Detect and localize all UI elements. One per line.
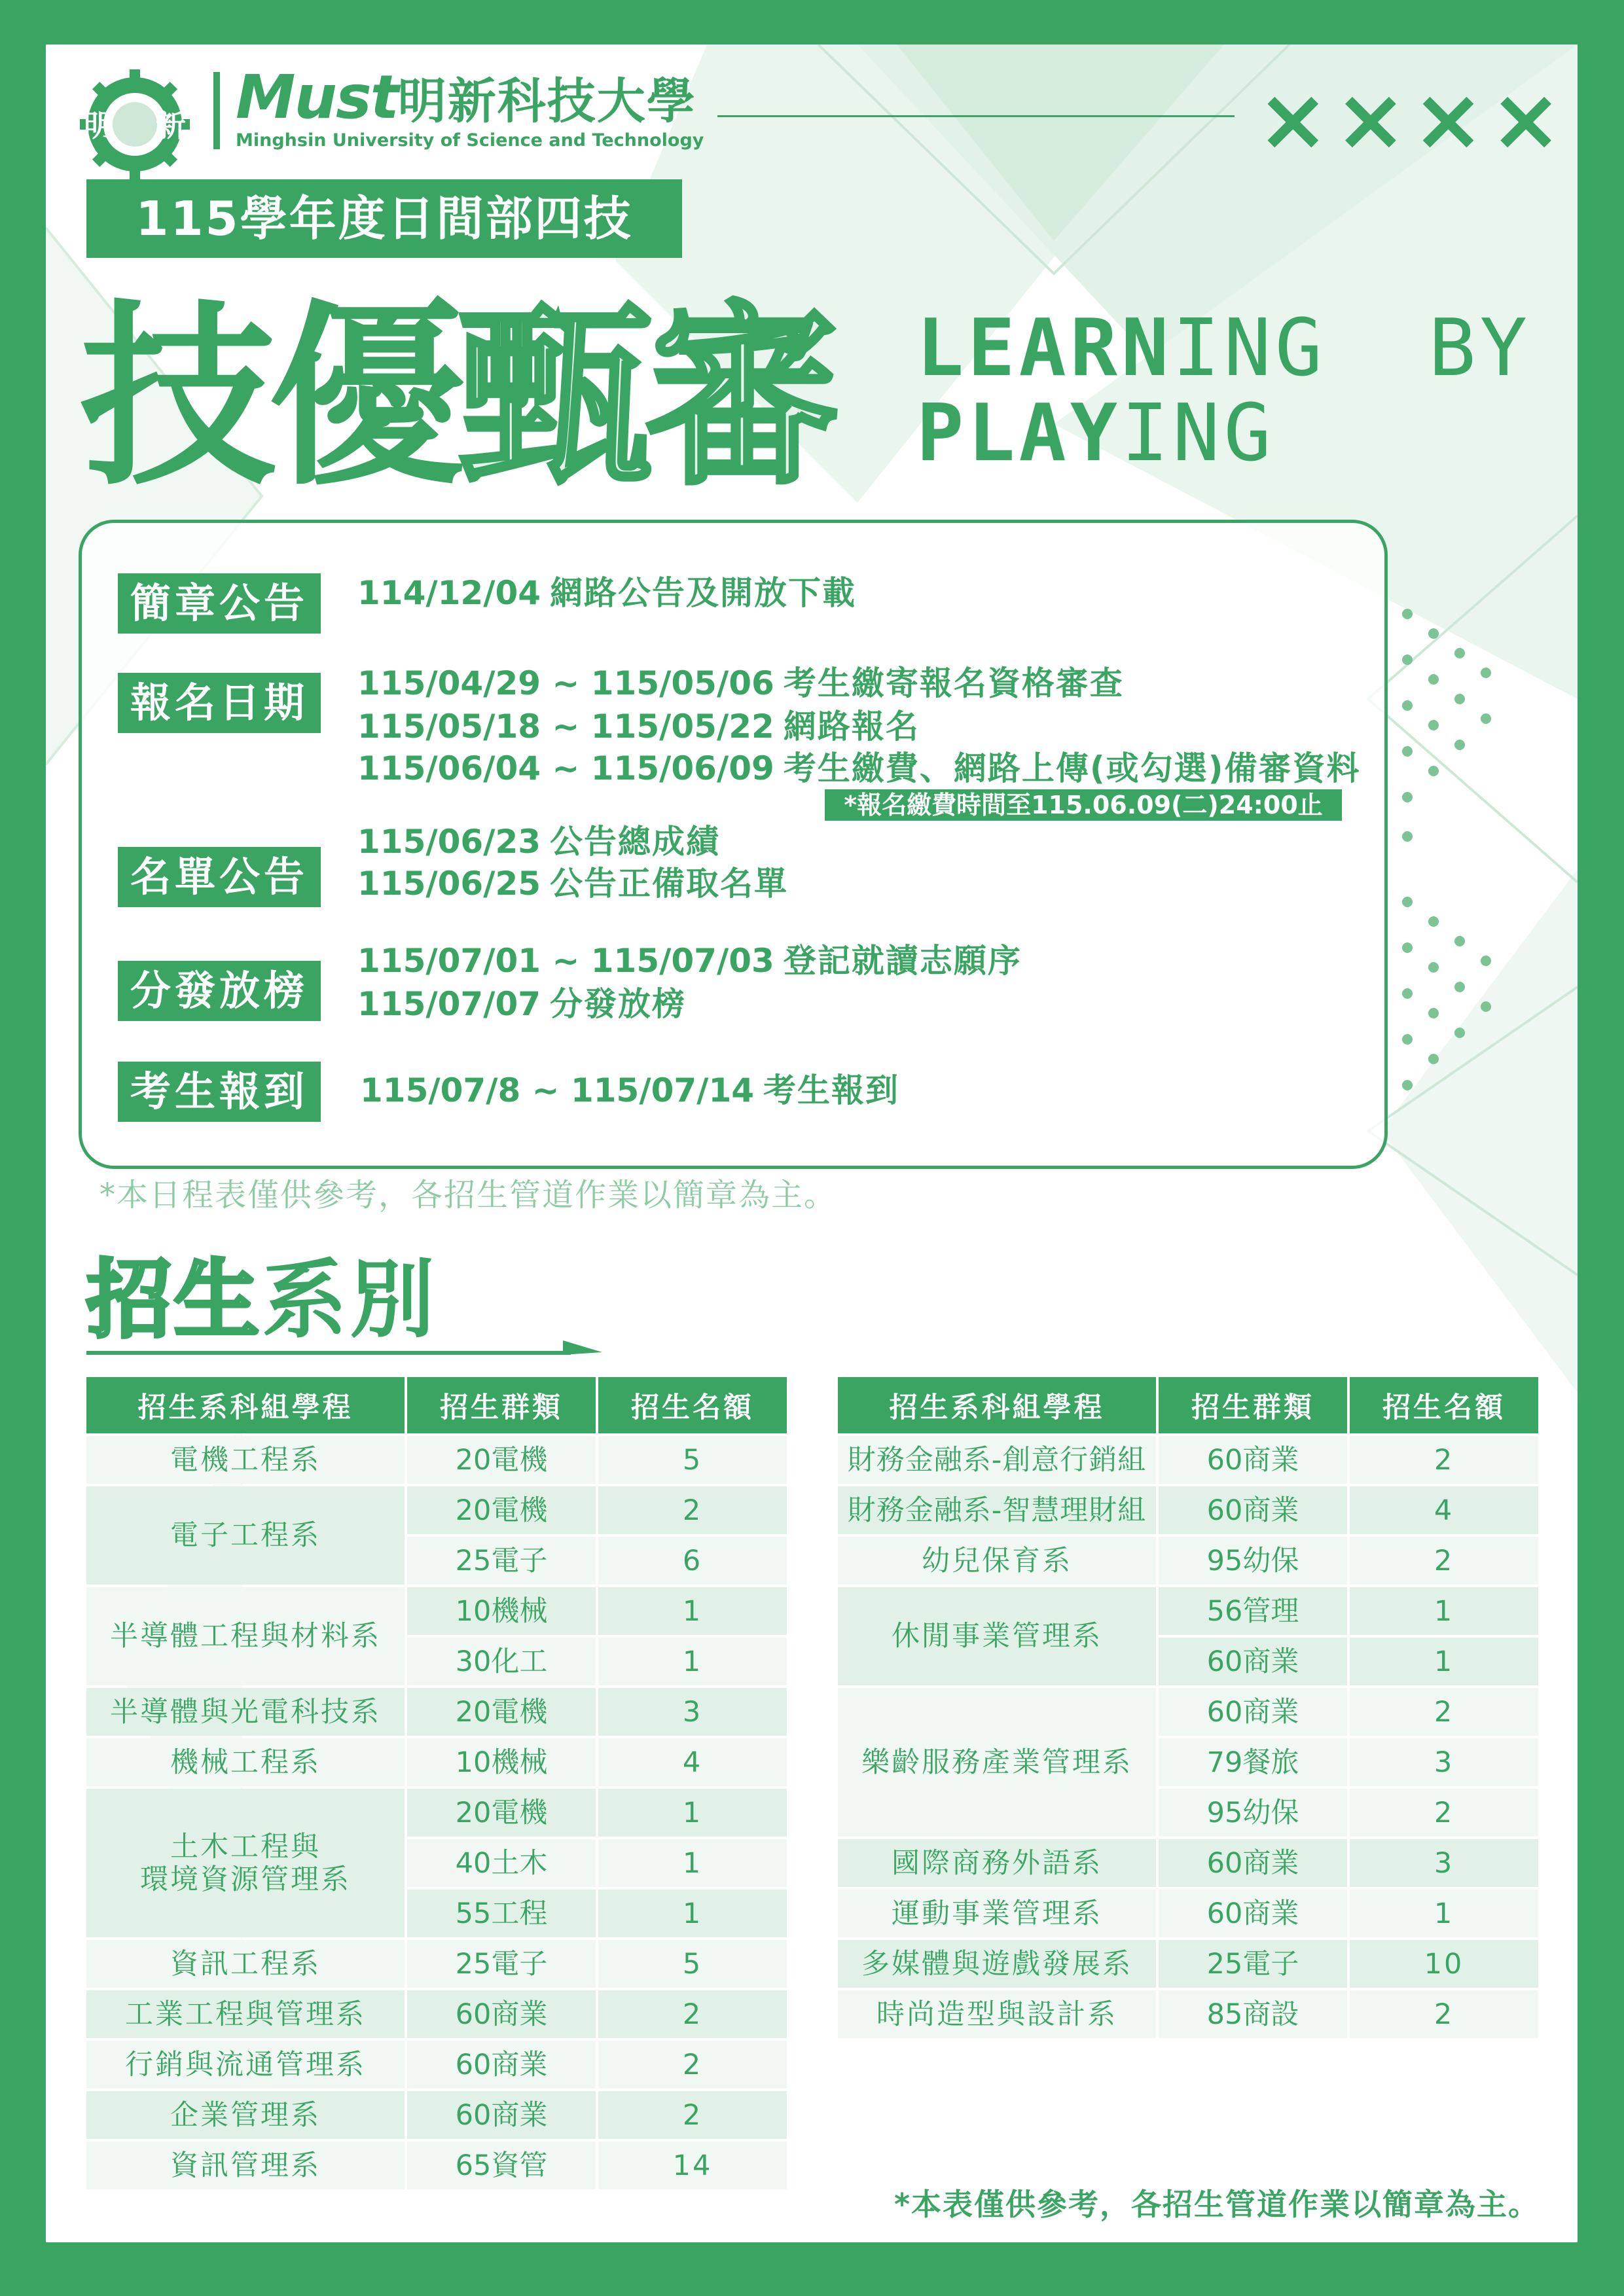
heading-underline	[86, 1351, 571, 1355]
slogan	[916, 303, 1531, 479]
table-row: 資訊管理系 65資管 14	[86, 2142, 787, 2189]
table-row: 休閒事業管理系 56管理 1	[838, 1587, 1538, 1635]
brand-block	[236, 62, 704, 151]
table-row: 25電子 6	[86, 1537, 787, 1585]
table-row: 運動事業管理系 60商業 1	[838, 1890, 1538, 1937]
brand-name: 明新科技大學	[397, 73, 696, 130]
schedule-line: 115/06/25 公告正備取名單	[357, 865, 789, 903]
header-quota: 招生名額	[1350, 1377, 1538, 1433]
table-row: 半導體工程與材料系 10機械 1	[86, 1587, 787, 1635]
brand-divider	[213, 72, 220, 149]
title-char-2: 優	[268, 283, 457, 512]
slogan-l1-thin: ING BY	[1172, 303, 1531, 394]
brand-english: Minghsin University of Science and Technology	[236, 130, 704, 151]
table-row: 機械工程系 10機械 4	[86, 1738, 787, 1786]
schedule-label: 考生報到	[118, 1062, 321, 1122]
header-group: 招生群類	[1159, 1377, 1347, 1433]
table-header-row	[838, 1377, 1538, 1433]
table-row: 行銷與流通管理系 60商業 2	[86, 2041, 787, 2089]
table-row: 資訊工程系 25電子 5	[86, 1940, 787, 1988]
poster-sheet	[46, 45, 1578, 2242]
header-rule	[717, 115, 1235, 117]
header-quota: 招生名額	[598, 1377, 787, 1433]
table-row: 土木工程與 環境資源管理系 20電機 1	[86, 1789, 787, 1837]
title-char-1: 技	[80, 283, 268, 512]
schedule-label: 分發放榜	[118, 961, 321, 1021]
table-row: 國際商務外語系 60商業 3	[838, 1839, 1538, 1887]
schedule-label: 報名日期	[118, 673, 321, 733]
header-dept: 招生系科組學程	[86, 1377, 405, 1433]
schedule-line: 115/04/29 ~ 115/05/06 考生繳寄報名資格審查	[357, 664, 1124, 702]
university-seal-icon	[77, 67, 192, 182]
table-row: 40土木 1	[86, 1839, 787, 1887]
schedule-line: 115/07/8 ~ 115/07/14 考生報到	[360, 1071, 900, 1109]
table-disclaimer: *本表僅供參考，各招生管道作業以簡章為主。	[894, 2187, 1540, 2222]
schedule-label: 名單公告	[118, 847, 321, 907]
deadline-note: *報名繳費時間至115.06.09(二)24:00止	[825, 789, 1342, 821]
schedule-line: 115/06/04 ~ 115/06/09 考生繳費、網路上傳(或勾選)備審資料	[357, 749, 1361, 787]
schedule-line: 114/12/04 網路公告及開放下載	[357, 574, 857, 612]
schedule-line: 115/05/18 ~ 115/05/22 網路報名	[357, 708, 920, 745]
table-row: 時尚造型與設計系 85商設 2	[838, 1990, 1538, 2038]
schedule-label: 簡章公告	[118, 573, 321, 634]
table-row: 95幼保 2	[838, 1789, 1538, 1837]
schedule-disclaimer: *本日程表僅供參考，各招生管道作業以簡章為主。	[99, 1177, 837, 1213]
table-row: 財務金融系-智慧理財組 60商業 4	[838, 1486, 1538, 1534]
schedule-line: 115/07/01 ~ 115/07/03 登記就讀志願序	[357, 942, 1022, 980]
departments-table-left	[84, 1374, 789, 2192]
main-title	[80, 283, 834, 512]
departments-heading: 招生系別	[86, 1250, 438, 1350]
seal-char-left: 明	[84, 108, 114, 143]
schedule-line: 115/07/07 分發放榜	[357, 985, 687, 1023]
heading-arrow-icon	[563, 1340, 602, 1355]
x-marks-decoration: ××××	[1257, 69, 1568, 170]
title-char-4: 審	[645, 283, 834, 512]
table-row: 財務金融系-創意行銷組 60商業 2	[838, 1436, 1538, 1484]
brand-must-logotype: Must	[236, 62, 398, 132]
table-row: 樂齡服務產業管理系 60商業 2	[838, 1688, 1538, 1736]
title-char-3: 甄	[457, 283, 645, 512]
header-group: 招生群類	[407, 1377, 596, 1433]
table-row: 多媒體與遊戲發展系 25電子 10	[838, 1940, 1538, 1988]
table-row: 30化工 1	[86, 1638, 787, 1685]
table-row: 企業管理系 60商業 2	[86, 2091, 787, 2139]
header-dept: 招生系科組學程	[838, 1377, 1156, 1433]
departments-table-right	[835, 1374, 1541, 2041]
table-row: 工業工程與管理系 60商業 2	[86, 1990, 787, 2038]
slogan-l2-bold: PLAY	[916, 388, 1121, 479]
table-row: 60商業 1	[838, 1638, 1538, 1685]
slogan-l1-bold: LEARN	[916, 303, 1173, 394]
year-banner: 115學年度日間部四技	[86, 179, 682, 258]
schedule-line: 115/06/23 公告總成績	[357, 823, 721, 861]
slogan-l2-thin: ING	[1121, 388, 1275, 479]
table-row: 電機工程系 20電機 5	[86, 1436, 787, 1484]
table-header-row	[86, 1377, 787, 1433]
table-row: 電子工程系 20電機 2	[86, 1486, 787, 1534]
table-row: 55工程 1	[86, 1890, 787, 1937]
table-row: 幼兒保育系 95幼保 2	[838, 1537, 1538, 1585]
table-row: 半導體與光電科技系 20電機 3	[86, 1688, 787, 1736]
table-row: 79餐旅 3	[838, 1738, 1538, 1786]
seal-char-right: 新	[156, 108, 186, 143]
